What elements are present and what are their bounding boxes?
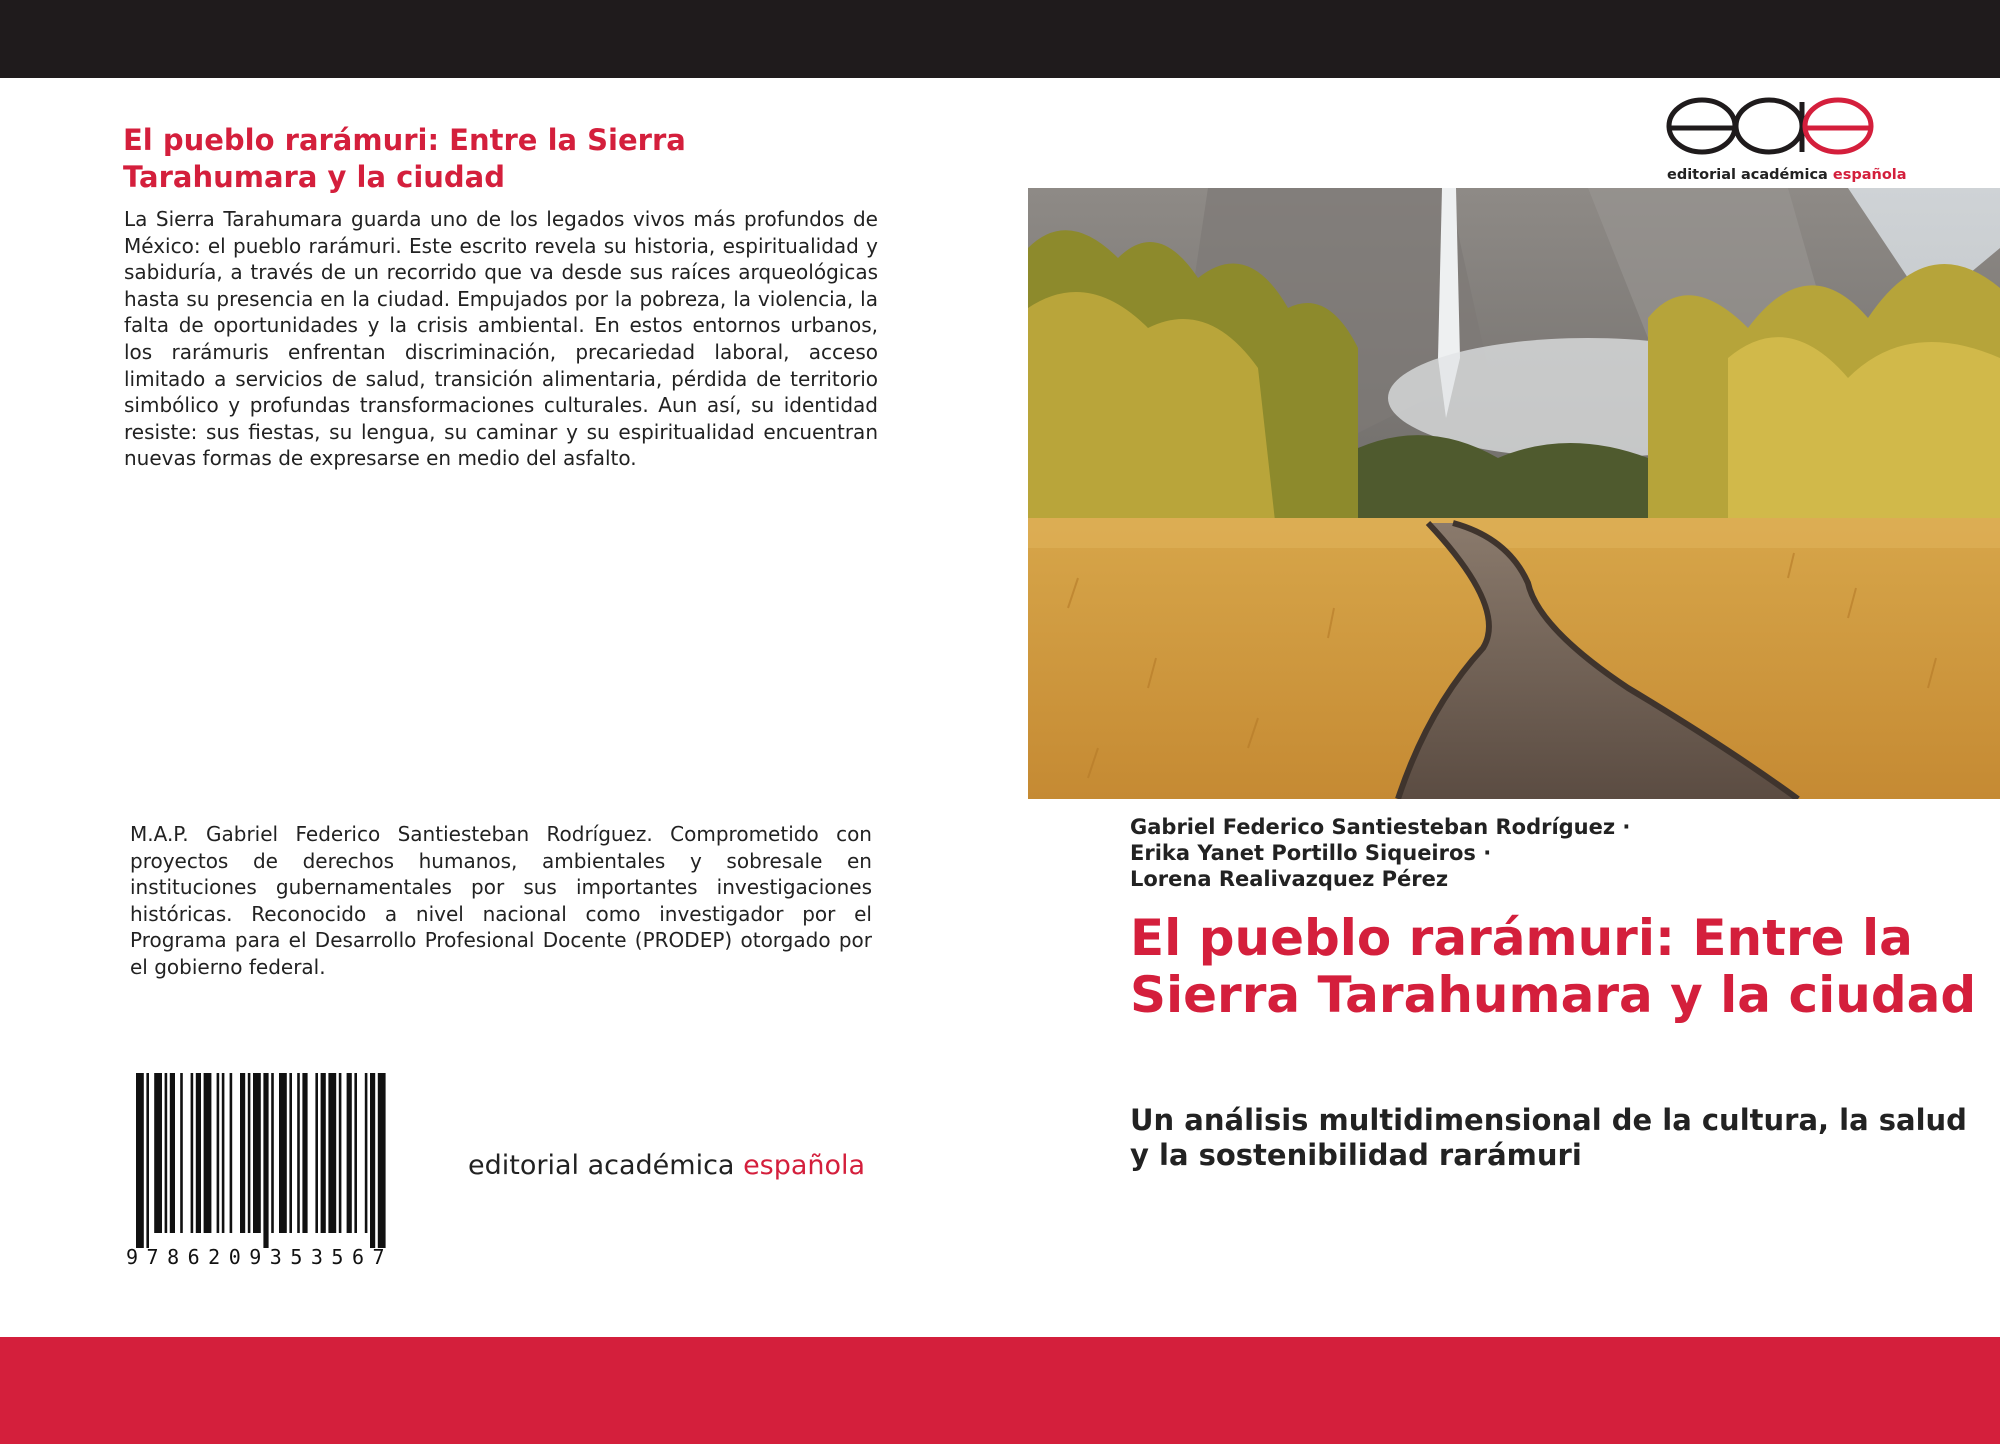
barcode-bar: [321, 1073, 326, 1233]
barcode-bar: [248, 1073, 251, 1233]
back-publisher-name: [468, 1150, 865, 1181]
barcode-bar: [354, 1073, 357, 1233]
author-2: Erika Yanet Portillo Siqueiros ·: [1130, 841, 1492, 865]
barcode-bar: [191, 1073, 194, 1233]
barcode-icon: [136, 1073, 452, 1248]
author-list: [1130, 814, 1990, 892]
cover-photo: [1028, 188, 2000, 799]
front-cover-subtitle: Un análisis multidimensional de la cultura, la salud y la sostenibilidad rarámuri: [1130, 1103, 1967, 1172]
publisher-name-main: editorial académica: [468, 1150, 744, 1181]
publisher-name-accent: española: [743, 1150, 866, 1181]
meadow-boardwalk-photo-icon: [1028, 188, 2000, 799]
barcode-bar: [378, 1073, 386, 1248]
logo-caption: [1667, 167, 1907, 183]
front-cover-title: El pueblo rarámuri: Entre la Sierra Tarahumara y la ciudad: [1130, 909, 1977, 1024]
barcode-bar: [370, 1073, 375, 1248]
barcode-bar: [165, 1073, 168, 1233]
barcode-bar: [271, 1073, 274, 1233]
barcode-bar: [222, 1073, 225, 1233]
isbn-digits: 9786209353567: [126, 1245, 394, 1269]
barcode-bar: [302, 1073, 307, 1233]
barcode-bar: [154, 1073, 162, 1233]
author-1: Gabriel Federico Santiesteban Rodríguez ·: [1130, 815, 1631, 839]
barcode-bar: [289, 1073, 292, 1233]
barcode-bar: [253, 1073, 261, 1233]
barcode-bar: [204, 1073, 212, 1233]
barcode-bar: [240, 1073, 245, 1233]
barcode-bar: [297, 1073, 300, 1233]
top-band: [0, 0, 2000, 78]
barcode-bar: [170, 1073, 175, 1233]
barcode-bar: [136, 1073, 144, 1248]
author-3: Lorena Realivazquez Pérez: [1130, 867, 1449, 891]
barcode-bar: [217, 1073, 220, 1233]
back-cover-blurb: La Sierra Tarahumara guarda uno de los legados vivos más profundos de México: el pueblo rarámuri. Este escrito revela su historia, espiritualidad y sabiduría, a través de un recorrido que va desde sus raíces arqueológicas hasta su presencia en la ciudad. Empujados por la pobreza, la violencia, la falta de oportunidades y la crisis ambiental. En estos entornos urbanos, los rarámuris enfrentan discriminación, precariedad laboral, acceso limitado a servicios de salud, transición alimentaria, pérdida de territorio simbólico y profundas transformaciones culturales. Aun así, su identidad resiste: sus fiestas, su lengua, su caminar y su espiritualidad encuentran nuevas formas de expresarse en medio del asfalto.: [124, 207, 878, 471]
barcode-bar: [365, 1073, 368, 1233]
barcode-bar: [279, 1073, 287, 1233]
barcode-bar: [230, 1073, 233, 1233]
bottom-band: [0, 1337, 2000, 1444]
author-bio: M.A.P. Gabriel Federico Santiesteban Rodríguez. Comprometido con proyectos de derechos humanos, ambientales y sobresale en instituciones gubernamentales por sus importantes investigaciones históricas. Reconocido a nivel nacional como investigador por el Programa para el Desarrollo Profesional Docente (PRODEP) otorgado por el gobierno federal.: [130, 822, 872, 979]
isbn-barcode: [126, 1073, 452, 1273]
barcode-bar: [328, 1073, 336, 1233]
logo-caption-main: editorial académica: [1667, 167, 1833, 183]
barcode-bar: [263, 1073, 268, 1248]
barcode-bar: [146, 1073, 149, 1248]
barcode-bar: [180, 1073, 183, 1233]
back-cover-title: El pueblo rarámuri: Entre la Sierra Tarahumara y la ciudad: [123, 123, 686, 194]
logo-caption-accent: española: [1832, 167, 1907, 183]
barcode-bar: [196, 1073, 201, 1233]
barcode-bar: [347, 1073, 352, 1233]
barcode-bar: [315, 1073, 318, 1233]
barcode-bar: [339, 1073, 342, 1233]
